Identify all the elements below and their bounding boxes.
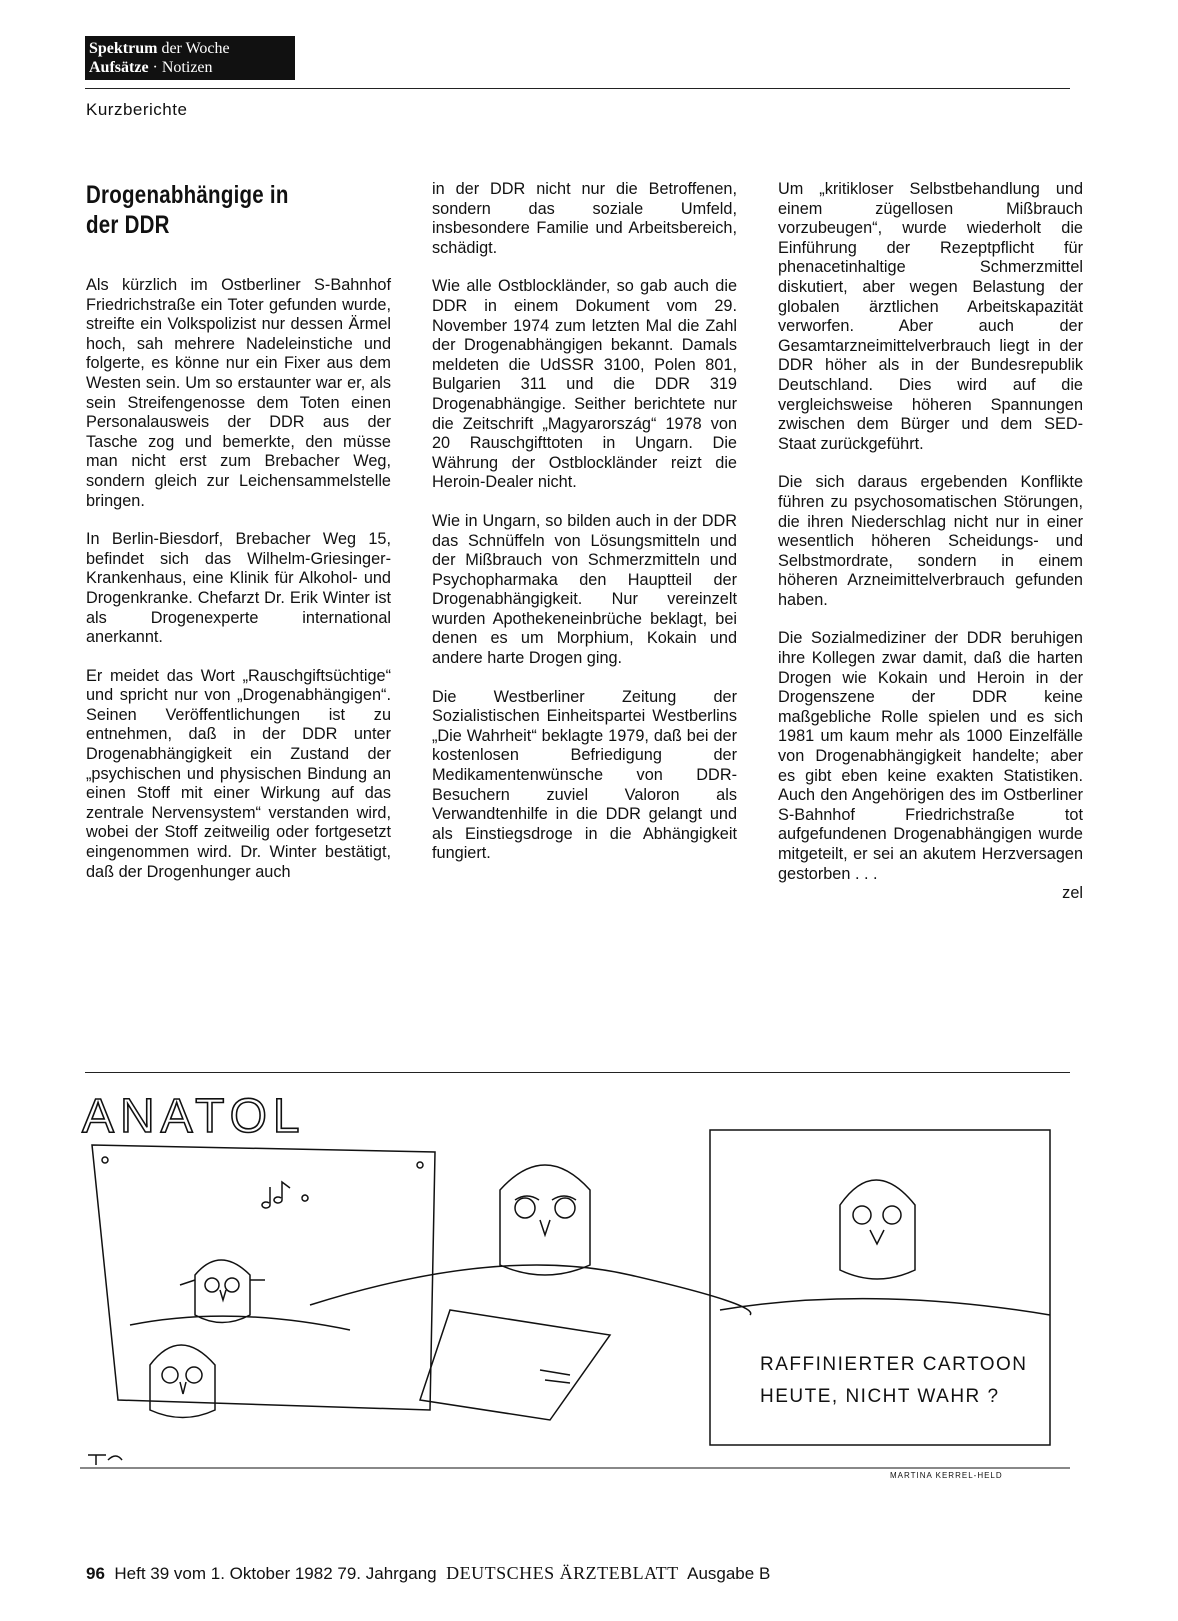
edition: Ausgabe B [687,1564,771,1583]
issue-info: Heft 39 vom 1. Oktober 1982 79. Jahrgang [114,1564,437,1583]
branch [310,1265,751,1315]
journal-name: DEUTSCHES ÄRZTEBLATT [446,1563,679,1583]
pencil-mark [540,1370,570,1383]
paragraph: Er meidet das Wort „Rauschgiftsüchtige“ und spricht nur von „Drogenabhängigen“. Seinen Veröffentlichungen ist zu entnehmen, daß in der DDR unter Drogenabhängigkeit ein Zustand der „psychischen und physischen Bindung an einen Stoff mit einer Wirkung auf das zentrale Nervensystem“ verstanden wird, wobei der Stoff zeitweilig oder fortgesetzt eingenommen wird. Dr. Winter bestätigt, daß der Drogenhunger auch [86,666,391,881]
poster-frame [92,1145,435,1410]
paragraph: Wie alle Ostblockländer, so gab auch die DDR in einem Dokument vom 29. November 1974 zum letzten Mal die Zahl der Drogenabhängigen bekannt. Damals meldeten die UdSSR 3100, Polen 801, Bulgarien 311 und die DDR 319 Drogenabhängige. Seither berichtete nur die Zeitschrift „Magyarország“ 1978 von 20 Rauschgifttoten in Ungarn. Die Währung der Ostblockländer reizt die Heroin-Dealer nicht. [432,277,737,492]
top-rule [85,88,1070,89]
masthead-bold-2: Aufsätze [89,59,149,76]
cartoon-title: ANATOL [82,1090,306,1143]
page-footer [86,1563,770,1584]
cartoon [70,1080,1080,1480]
paragraph: Die Sozialmediziner der DDR beruhigen ihre Kollegen zwar damit, daß die harten Drogen wie Kokain und Heroin in der Drogenszene der DDR keine maßgebliche Rolle spielen und es sich 1981 um kaum mehr als 1000 Einzelfälle von Drogenabhängigkeit handelte; aber es gibt eben keine exakten Statistiken. Auch den Angehörigen des im Ostberliner S-Bahnhof Friedrichstraße tot aufgefundenen Drogenabhängigen wurde mitgeteilt, er sei an akutem Herzversagen gestorben . . . [778,629,1083,883]
masthead-rest-1: der Woche [157,40,230,57]
paragraph: Um „kritikloser Selbstbehandlung und einem zügellosen Mißbrauch vorzubeugen“, wurde wiederholt die Einführung der Rezeptpflicht für phenacetinhaltige Schmerzmittel diskutiert, aber wegen Belastung der globalen ärztlichen Arbeitskapazität verworfen. Aber auch der Gesamtarzneimittelverbrauch liegt in der DDR höher als in der Bundesrepublik Deutschland. Dies wird auf die vergleichsweise höheren Spannungen zwischen dem Bürger und dem SED-Staat zurückgeführt. [778,180,1083,453]
owl-icon [840,1180,915,1279]
page-number: 96 [86,1564,105,1583]
headline-line-1: Drogenabhängige in [86,181,289,209]
article-column-2 [432,180,737,883]
caption-line-1: RAFFINIERTER CARTOON [760,1354,1028,1375]
headline-line-2: der DDR [86,211,170,239]
paper-sheet [420,1310,610,1420]
owl-icon [180,1260,265,1323]
article-column-3 [778,180,1083,904]
owl-icon [500,1165,590,1275]
paragraph: Als kürzlich im Ostberliner S-Bahnhof Friedrichstraße ein Toter gefunden wurde, streifte ein Volkspolizist nur dessen Ärmel hoch, sah mehrere Nadeleinstiche und folgerte, es könne nur ein Fixer aus dem Westen sein. Um so erstaunter war er, als sein Streifengenosse dem Toten einen Personalausweis der DDR aus der Tasche zog und bemerkte, den müsse man nicht erst zum Brebacher Weg, sondern gleich zur Leichensammelstelle bringen. [86,276,391,510]
masthead-rest-2: · Notizen [148,59,213,76]
masthead [85,36,295,80]
article-column-1 [86,180,391,901]
section-label: Kurzberichte [86,100,188,119]
paragraph: in der DDR nicht nur die Betroffenen, sondern das soziale Umfeld, insbesondere Familie und Arbeitsbereich, schädigt. [432,180,737,257]
cartoon-credit: MARTINA KERREL-HELD [890,1471,1003,1480]
paragraph: Die Westberliner Zeitung der Sozialistischen Einheitspartei Westberlins „Die Wahrheit“ beklagte 1979, daß bei der kostenlosen Befriedigung der Medikamentenwünsche von DDR-Besuchern zuviel Valoron als Verwandtenhilfe in die DDR gelangt und als Einstiegsdroge in die Abhängigkeit fungiert. [432,687,737,863]
signature-line [778,884,1083,904]
branch [720,1299,1050,1315]
author-signature: zel [1062,884,1083,903]
paragraph: Wie in Ungarn, so bilden auch in der DDR das Schnüffeln von Lösungsmitteln und der Mißbrauch von Schmerzmitteln und Psychopharmaka den Hauptteil der Drogenabhängigkeit. Nur vereinzelt wurden Apothekeneinbrüche beklagt, bei denen es um Morphium, Kokain und andere harte Drogen ging. [432,511,737,668]
paragraph: In Berlin-Biesdorf, Brebacher Weg 15, befindet sich das Wilhelm-Griesinger-Krankenhaus, eine Klinik für Alkohol- und Drogenkranke. Chefarzt Dr. Erik Winter ist als Drogenexperte international anerkannt. [86,530,391,647]
article-headline [86,180,389,240]
masthead-bold-1: Spektrum [89,40,158,57]
owl-icon [150,1345,215,1418]
cartoon-rule [85,1072,1070,1073]
caption-line-2: HEUTE, NICHT WAHR ? [760,1386,1000,1407]
branch [130,1316,350,1330]
music-notes-icon [262,1182,308,1208]
paragraph: Die sich daraus ergebenden Konflikte führen zu psychosomatischen Störungen, die ihren Niederschlag nicht nur in einer wesentlich höheren Scheidungs- und Selbstmordrate, sondern in einem höheren Arzneimittelverbrauch gefunden haben. [778,473,1083,609]
artist-initials [88,1455,122,1465]
